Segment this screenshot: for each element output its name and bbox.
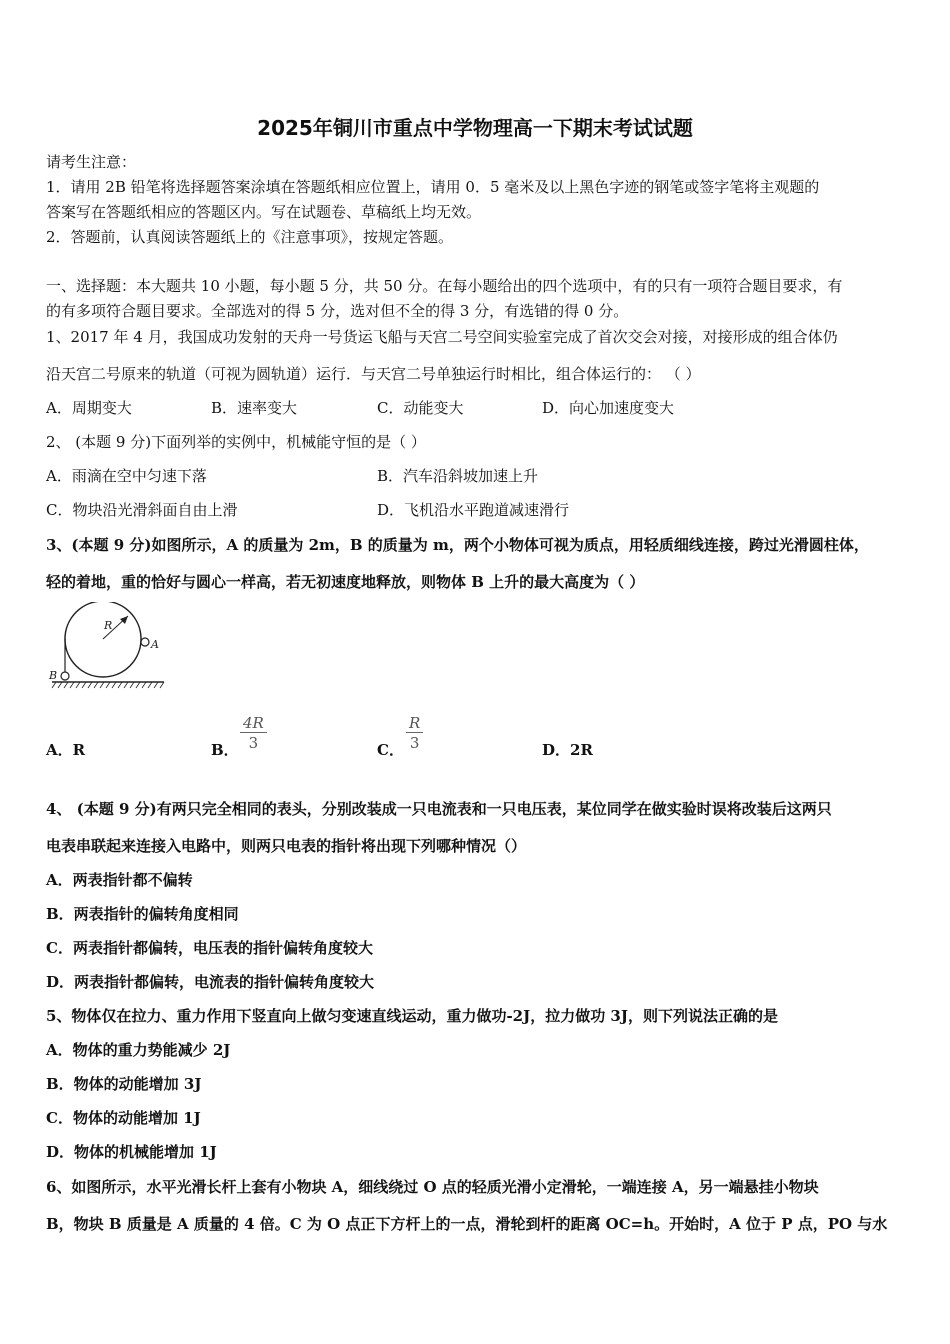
q4-option-a: A．两表指针都不偏转: [46, 871, 193, 889]
q3-option-c-fraction: [406, 714, 423, 753]
q2-option-a: A．雨滴在空中匀速下落: [46, 467, 207, 485]
block-a: [141, 638, 149, 646]
fraction-numerator: R: [406, 714, 423, 733]
q3-stem-line-1: 3、(本题 9 分)如图所示，A 的质量为 2m，B 的质量为 m，两个小物体可视为质点，用轻质细线连接，跨过光滑圆柱体，: [46, 536, 869, 554]
q3-option-c: C．: [377, 741, 404, 759]
q5-option-a: A．物体的重力势能减少 2J: [46, 1041, 231, 1059]
q1-stem-line-1: 1、2017 年 4 月，我国成功发射的天舟一号货运飞船与天宫二号空间实验室完成了首次交会对接，对接形成的组合体仍: [46, 328, 838, 346]
block-b: [61, 672, 69, 680]
ground-hatch: [52, 682, 164, 688]
q2-option-d: D．飞机沿水平跑道减速滑行: [377, 501, 570, 519]
label-b: B: [49, 669, 58, 682]
q1-stem-line-2: 沿天宫二号原来的轨道（可视为圆轨道）运行．与天宫二号单独运行时相比，组合体运行的： （ ）: [46, 365, 701, 383]
q4-stem-line-1: 4、 (本题 9 分)有两只完全相同的表头，分别改装成一只电流表和一只电压表，某位同学在做实验时误将改装后这两只: [46, 800, 832, 818]
q1-option-b: B．速率变大: [211, 399, 298, 417]
q1-option-d: D．向心加速度变大: [542, 399, 675, 417]
fraction-denominator: 3: [409, 734, 420, 752]
label-a: A: [151, 638, 159, 651]
q4-stem-line-2: 电表串联起来连接入电路中，则两只电表的指针将出现下列哪种情况（）: [46, 837, 527, 855]
q5-option-c: C．物体的动能增加 1J: [46, 1109, 201, 1127]
q4-option-d: D．两表指针都偏转，电流表的指针偏转角度较大: [46, 973, 375, 991]
fraction-denominator: 3: [248, 734, 259, 752]
q1-option-c: C．动能变大: [377, 399, 464, 417]
q1-option-a: A．周期变大: [46, 399, 132, 417]
notice-line-1a: 1．请用 2B 铅笔将选择题答案涂填在答题纸相应位置上，请用 0．5 毫米及以上黑色字迹的钢笔或签字笔将主观题的: [46, 178, 820, 196]
section-intro-line-2: 的有多项符合题目要求。全部选对的得 5 分，选对但不全的得 3 分，有选错的得 0 分。: [46, 302, 629, 320]
notice-line-1b: 答案写在答题纸相应的答题区内。写在试题卷、草稿纸上均无效。: [46, 203, 482, 221]
q2-stem: 2、 (本题 9 分)下面列举的实例中，机械能守恒的是（ ）: [46, 433, 426, 451]
q3-option-b: B．: [211, 741, 239, 759]
q3-option-a: A．R: [46, 741, 86, 759]
fraction-numerator: 4R: [240, 714, 267, 733]
q5-stem: 5、物体仅在拉力、重力作用下竖直向上做匀变速直线运动，重力做功-2J，拉力做功 3J，则下列说法正确的是: [46, 1007, 778, 1025]
q4-option-b: B．两表指针的偏转角度相同: [46, 905, 239, 923]
cylinder-circle: [65, 602, 141, 677]
q3-option-d: D．2R: [542, 741, 593, 759]
notice-line-2: 2．答题前，认真阅读答题纸上的《注意事项》，按规定答题。: [46, 228, 454, 246]
page-title: 2025年铜川市重点中学物理高一下期末考试试题: [257, 116, 693, 140]
notice-heading: 请考生注意：: [46, 153, 137, 171]
q3-figure: [46, 602, 166, 692]
q5-option-d: D．物体的机械能增加 1J: [46, 1143, 217, 1161]
q2-option-c: C．物块沿光滑斜面自由上滑: [46, 501, 238, 519]
q6-stem-line-1: 6、如图所示，水平光滑长杆上套有小物块 A，细线绕过 O 点的轻质光滑小定滑轮，一端连接 A，另一端悬挂小物块: [46, 1178, 819, 1196]
q6-stem-line-2: B，物块 B 质量是 A 质量的 4 倍。C 为 O 点正下方杆上的一点，滑轮到杆的距离 OC=h。开始时，A 位于 P 点，PO 与水: [46, 1215, 888, 1233]
q4-option-c: C．两表指针都偏转，电压表的指针偏转角度较大: [46, 939, 373, 957]
section-intro-line-1: 一、选择题：本大题共 10 小题，每小题 5 分，共 50 分。在每小题给出的四个选项中，有的只有一项符合题目要求，有: [46, 277, 843, 295]
q5-option-b: B．物体的动能增加 3J: [46, 1075, 202, 1093]
label-r: R: [104, 619, 113, 632]
q2-option-b: B．汽车沿斜坡加速上升: [377, 467, 539, 485]
q3-option-b-fraction: [240, 714, 267, 753]
q3-stem-line-2: 轻的着地，重的恰好与圆心一样高，若无初速度地释放，则物体 B 上升的最大高度为（ ）: [46, 573, 645, 591]
